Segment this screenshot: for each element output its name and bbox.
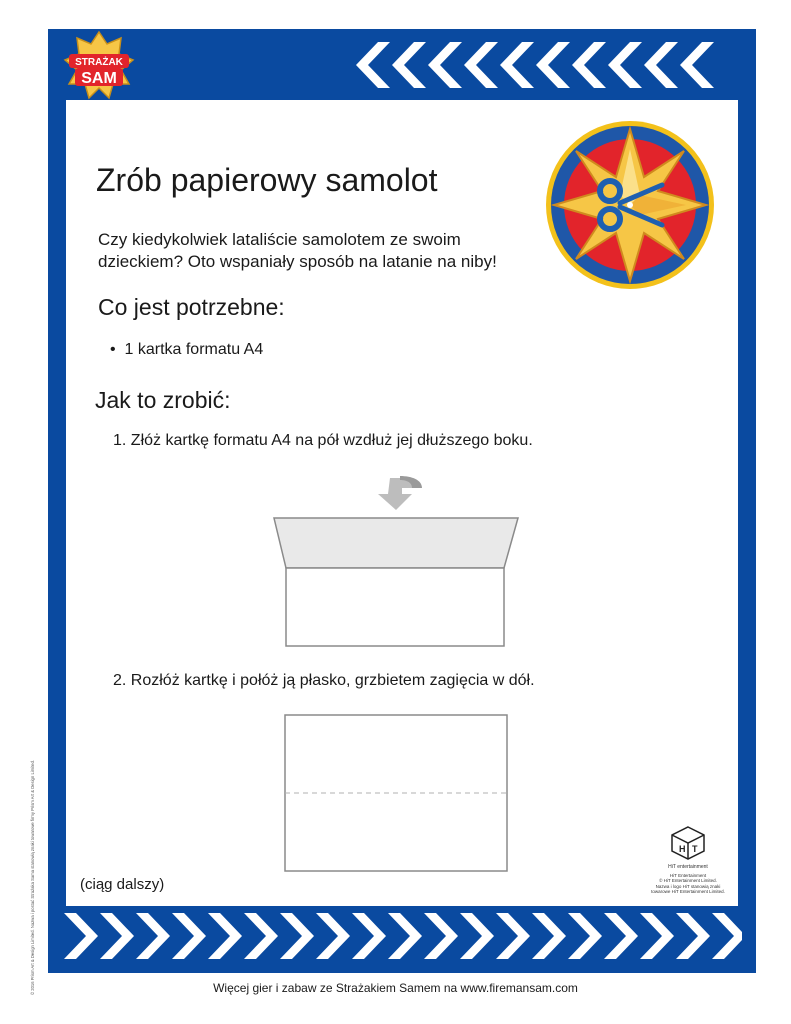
- fold-step-1-diagram: [272, 470, 520, 650]
- chevron-strip-bottom: [62, 913, 742, 959]
- needs-list-item: [110, 341, 263, 359]
- logo-line2: SAM: [81, 70, 117, 87]
- fireman-sam-logo: [63, 30, 135, 100]
- svg-text:H: H: [679, 844, 686, 854]
- hit-legal-text: [642, 865, 734, 895]
- bullet-dot: •: [110, 341, 125, 358]
- continued-label: (ciąg dalszy): [80, 876, 165, 893]
- hit-brand: HiT entertainment: [668, 864, 708, 870]
- chevron-right-icon: [64, 913, 742, 959]
- page-title: Zrób papierowy samolot: [96, 162, 438, 198]
- copyright-notice: © 2016 Prism Art & Design Limited. Nazwa i postać Strażaka Sama stanowią znaki towarowe firmy Prism Art & Design Limited.: [30, 759, 35, 995]
- hit-line-4: towarowe HiT Entertainment Limited.: [651, 889, 725, 894]
- hit-line-2: © HiT Entertainment Limited.: [659, 878, 717, 883]
- step-1-text: 1. Złóż kartkę formatu A4 na pół wzdłuż jej dłuższego boku.: [113, 432, 533, 449]
- scissors-badge-icon: [544, 119, 716, 291]
- step-2-text: 2. Rozłóż kartkę i połóż ją płasko, grzbietem zagięcia w dół.: [113, 672, 535, 689]
- logo-line1: STRAŻAK: [75, 57, 123, 68]
- hit-entertainment-logo: [642, 826, 734, 906]
- hit-line-3: Nazwa i logo HiT stanowią znaki: [655, 883, 721, 889]
- hit-line-1: HiT Entertainment: [669, 872, 707, 878]
- hit-cube-icon: [671, 826, 705, 860]
- needs-item-label: 1 kartka formatu A4: [124, 341, 264, 358]
- intro-text: [98, 229, 538, 273]
- footer-link-text: Więcej gier i zabaw ze Strażakiem Samem na www.firemansam.com: [213, 981, 578, 995]
- intro-line-2: dzieckiem? Oto wspaniały sposób na latanie na niby!: [98, 252, 497, 271]
- fold-down-arrow-icon: [378, 476, 422, 510]
- needs-heading: Co jest potrzebne:: [98, 294, 285, 320]
- chevron-left-icon: [356, 42, 714, 88]
- fold-step-2-diagram: [284, 714, 508, 872]
- intro-line-1: Czy kiedykolwiek lataliście samolotem ze swoim: [98, 230, 461, 249]
- chevron-strip-top: [356, 42, 736, 88]
- svg-text:T: T: [692, 844, 698, 854]
- howto-heading: Jak to zrobić:: [95, 387, 231, 413]
